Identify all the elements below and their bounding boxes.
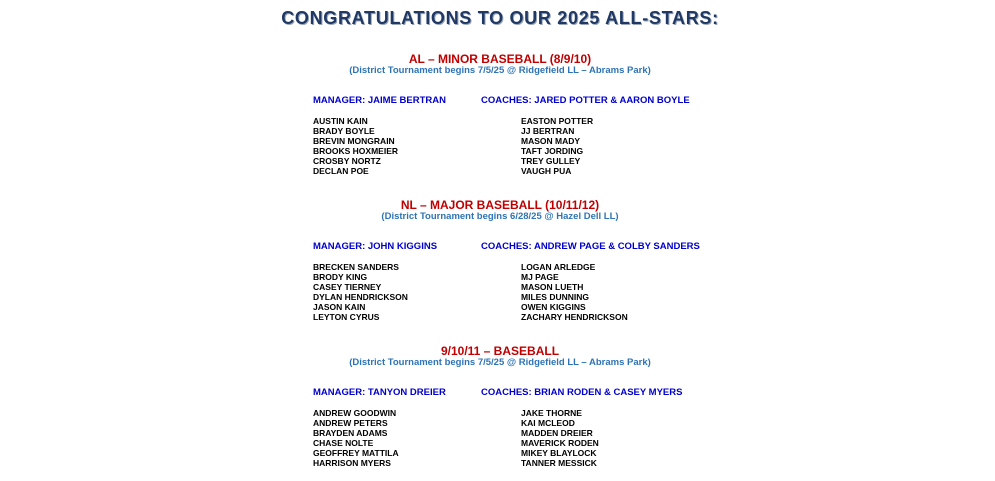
player-name: MJ PAGE bbox=[521, 271, 559, 282]
player-name: AUSTIN KAIN bbox=[313, 116, 368, 126]
roster-left bbox=[313, 117, 398, 176]
player-name: BRAYDEN ADAMS bbox=[313, 427, 388, 438]
manager-line: MANAGER: JAIME BERTRAN bbox=[313, 95, 446, 106]
section-subtitle: (District Tournament begins 7/5/25 @ Ridgefield LL – Abrams Park) bbox=[349, 357, 651, 368]
player-name: EASTON POTTER bbox=[521, 116, 594, 126]
player-name: MIKEY BLAYLOCK bbox=[521, 447, 597, 458]
player-name: JAKE THORNE bbox=[521, 408, 582, 418]
section-title: 9/10/11 – BASEBALL bbox=[440, 344, 560, 358]
player-name: BRODY KING bbox=[313, 271, 368, 282]
player-name: BREVIN MONGRAIN bbox=[313, 135, 395, 146]
player-name: GEOFFREY MATTILA bbox=[313, 447, 399, 458]
roster-left bbox=[313, 263, 408, 322]
player-name: LOGAN ARLEDGE bbox=[521, 262, 596, 272]
player-name: MASON MADY bbox=[521, 135, 581, 146]
roster-right bbox=[521, 117, 593, 176]
player-name: CROSBY NORTZ bbox=[313, 155, 381, 166]
player-name: MASON LUETH bbox=[521, 281, 584, 292]
coaches-line: COACHES: BRIAN RODEN & CASEY MYERS bbox=[481, 387, 683, 398]
roster-right bbox=[521, 263, 628, 322]
player-name: ANDREW PETERS bbox=[313, 417, 388, 428]
player-name: ZACHARY HENDRICKSON bbox=[521, 311, 628, 322]
section-subtitle: (District Tournament begins 7/5/25 @ Ridgefield LL – Abrams Park) bbox=[349, 65, 651, 76]
player-name: ANDREW GOODWIN bbox=[313, 408, 397, 418]
player-name: JASON KAIN bbox=[313, 301, 366, 312]
page-title: CONGRATULATIONS TO OUR 2025 ALL-STARS: bbox=[281, 8, 719, 28]
player-name: MAVERICK RODEN bbox=[521, 437, 599, 448]
roster-left bbox=[313, 409, 399, 468]
player-name: HARRISON MYERS bbox=[313, 457, 391, 468]
section-title: NL – MAJOR BASEBALL (10/11/12) bbox=[400, 198, 600, 212]
player-name: BRECKEN SANDERS bbox=[313, 262, 399, 272]
player-name: KAI MCLEOD bbox=[521, 417, 575, 428]
player-name: BROOKS HOXMEIER bbox=[313, 145, 399, 156]
coaches-line: COACHES: JARED POTTER & AARON BOYLE bbox=[481, 95, 690, 106]
manager-line: MANAGER: TANYON DREIER bbox=[313, 387, 446, 398]
player-name: CASEY TIERNEY bbox=[313, 281, 382, 292]
player-name: BRADY BOYLE bbox=[313, 125, 375, 136]
player-name: CHASE NOLTE bbox=[313, 437, 374, 448]
manager-line: MANAGER: JOHN KIGGINS bbox=[313, 241, 438, 252]
player-name: LEYTON CYRUS bbox=[313, 311, 380, 322]
player-name: TAFT JORDING bbox=[521, 145, 584, 156]
section-title: AL – MINOR BASEBALL (8/9/10) bbox=[408, 52, 592, 66]
player-name: DECLAN POE bbox=[313, 165, 369, 176]
player-name: DYLAN HENDRICKSON bbox=[313, 291, 408, 302]
player-name: TREY GULLEY bbox=[521, 155, 581, 166]
player-name: MADDEN DREIER bbox=[521, 427, 593, 438]
roster-right bbox=[521, 409, 599, 468]
player-name: VAUGH PUA bbox=[521, 165, 572, 176]
player-name: MILES DUNNING bbox=[521, 291, 589, 302]
section-subtitle: (District Tournament begins 6/28/25 @ Hazel Dell LL) bbox=[381, 211, 619, 222]
player-name: OWEN KIGGINS bbox=[521, 301, 586, 312]
player-name: TANNER MESSICK bbox=[521, 457, 597, 468]
coaches-line: COACHES: ANDREW PAGE & COLBY SANDERS bbox=[481, 241, 700, 252]
player-name: JJ BERTRAN bbox=[521, 125, 575, 136]
